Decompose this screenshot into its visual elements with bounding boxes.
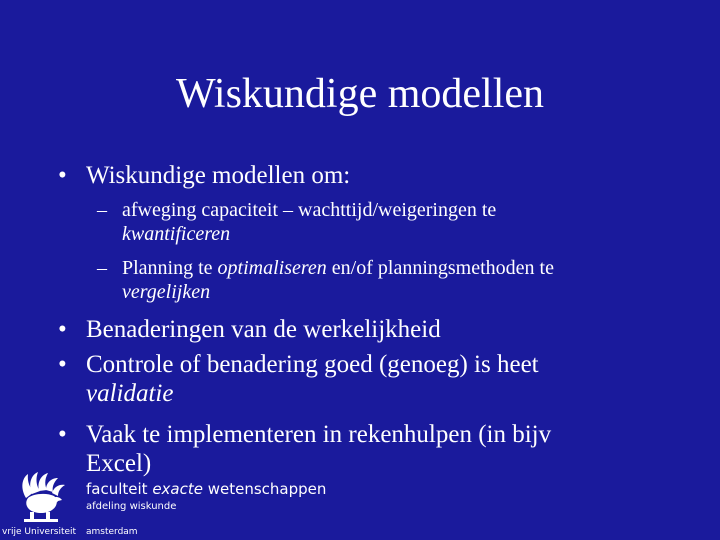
subbullet-text-line2: kwantificeren [122,223,231,245]
subbullet-text-post: en/of planningsmethoden te [326,257,554,279]
university-name: vrije Universiteit [2,527,77,537]
bullet-text-line2: Excel) [86,450,152,477]
bullet-text-line1: Vaak te implementeren in rekenhulpen (in bijv [86,421,552,448]
faculty-pre: faculteit [86,480,153,498]
griffin-logo-icon [12,468,70,526]
bullet-text: Wiskundige modellen om: [86,162,351,189]
bullet-dot: • [58,162,67,189]
bullet-dot: • [58,421,67,448]
faculty-post: wetenschappen [202,480,327,498]
bullet-text-line2: validatie [86,380,174,407]
bullet-text: Benaderingen van de werkelijkheid [86,316,441,343]
subbullet-text-line1: afweging capaciteit – wachttijd/weigeringen te [122,199,497,221]
subbullet-text-em: optimaliseren [217,257,327,279]
subbullet-text-line1 [122,256,554,280]
bullet-text-line1: Controle of benadering goed (genoeg) is heet [86,351,539,378]
subbullet-text-pre: Planning te [122,257,218,279]
department-name: afdeling wiskunde [86,501,177,512]
subbullet-dash: – [97,257,107,279]
subbullet-text-line2: vergelijken [122,281,211,303]
bullet-dot: • [58,316,67,343]
bullet-dot: • [58,351,67,378]
faculty-name [86,480,326,498]
city-name: amsterdam [86,527,138,537]
faculty-em: exacte [152,480,203,498]
subbullet-dash: – [97,199,107,221]
slide-title: Wiskundige modellen [175,71,545,117]
